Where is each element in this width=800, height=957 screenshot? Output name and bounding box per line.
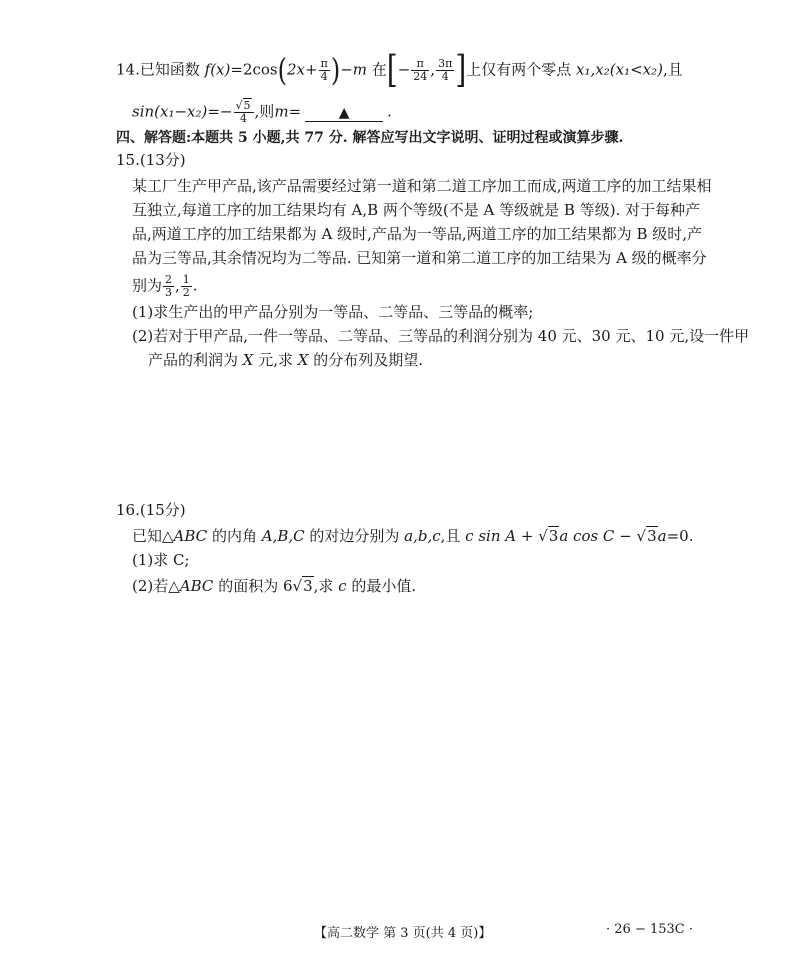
function-f: f(x)	[204, 60, 231, 79]
footer-code: · 26 − 153C ·	[606, 922, 693, 937]
fraction-pi-over-4: $\frac{\pi}{4}$	[320, 57, 328, 83]
fraction-sqrt5-over-4: $\frac{√5}{4}$	[234, 100, 254, 125]
q16-header: 16.(15分)	[116, 501, 186, 519]
triangle-icon: ▲	[338, 104, 350, 121]
sqrt-3-b: √3	[636, 527, 657, 545]
fraction-1-2: $\frac{1}{2}$	[182, 273, 190, 299]
footer-page-info: 【高二数学 第 3 页(共 4 页)】	[314, 926, 492, 941]
q14-number: 14.	[116, 60, 140, 79]
left-bracket: [	[386, 46, 398, 92]
section-4-heading: 四、解答题:本题共 5 小题,共 77 分. 解答应写出文字说明、证明过程或演算步骤.	[116, 130, 624, 146]
answer-blank	[305, 104, 383, 122]
fraction-2-3: $\frac{2}{3}$	[165, 273, 173, 299]
q15-para-line-2: 互独立,每道工序的加工结果均有 A,B 两个等级(不是 A 等级就是 B 等级). 对于每种产	[132, 201, 701, 219]
q15-para-line-5: 别为 $\frac{2}{3}$ , $\frac{1}{2}$ .	[132, 273, 198, 299]
sqrt-3-area: √3	[292, 577, 313, 595]
q15-para-line-4: 品为三等品,其余情况均为二等品. 已知第一道和第二道工序的加工结果为 A 级的概率分	[132, 249, 707, 267]
fraction-3pi-over-4: $\frac{3\pi}{4}$	[438, 57, 453, 83]
left-paren: (	[277, 51, 287, 88]
right-bracket: ]	[455, 46, 467, 92]
q15-para-line-1: 某工厂生产甲产品,该产品需要经过第一道和第二道工序加工而成,两道工序的加工结果相	[132, 177, 712, 195]
q16-subquestion-1: (1)求 C;	[132, 551, 190, 569]
q16-line-1: 已知△ABC 的内角 A,B,C 的对边分别为 a,b,c,且 c sin A + √3a cos C − √3a=0.	[132, 527, 694, 545]
sqrt-3: √3	[538, 527, 559, 545]
q14-line-1: 14.已知函数 f(x)=2cos(2x+ $\frac{\pi}{4}$ )−m 在[− $\frac{\pi}{24}$ , $\frac{3\pi}{4}$ ]上仅有两个零点 x₁,x₂(x₁<x₂),且	[116, 46, 683, 92]
q14-line-2: sin(x₁−x₂)=− $\frac{√5}{4}$ ,则m= ▲ .	[132, 99, 392, 125]
q15-subquestion-2: (2)若对于甲产品,一件一等品、二等品、三等品的利润分别为 40 元、30 元、10 元,设一件甲	[132, 327, 750, 345]
fraction-pi-over-24: $\frac{\pi}{24}$	[413, 57, 428, 83]
right-paren: )	[330, 51, 341, 88]
q15-subquestion-1: (1)求生产出的甲产品分别为一等品、二等品、三等品的概率;	[132, 303, 534, 321]
q15-subquestion-2-cont: 产品的利润为 X 元,求 X 的分布列及期望.	[148, 351, 424, 369]
zeros-x1-x2: x₁,x₂(x₁<x₂)	[576, 60, 663, 79]
q16-subquestion-2: (2)若△ABC 的面积为 6√3,求 c 的最小值.	[132, 577, 417, 595]
q15-para-line-3: 品,两道工序的加工结果都为 A 级时,产品为一等品,两道工序的加工结果都为 B 级时,产	[132, 225, 703, 243]
q15-header: 15.(13分)	[116, 151, 186, 169]
